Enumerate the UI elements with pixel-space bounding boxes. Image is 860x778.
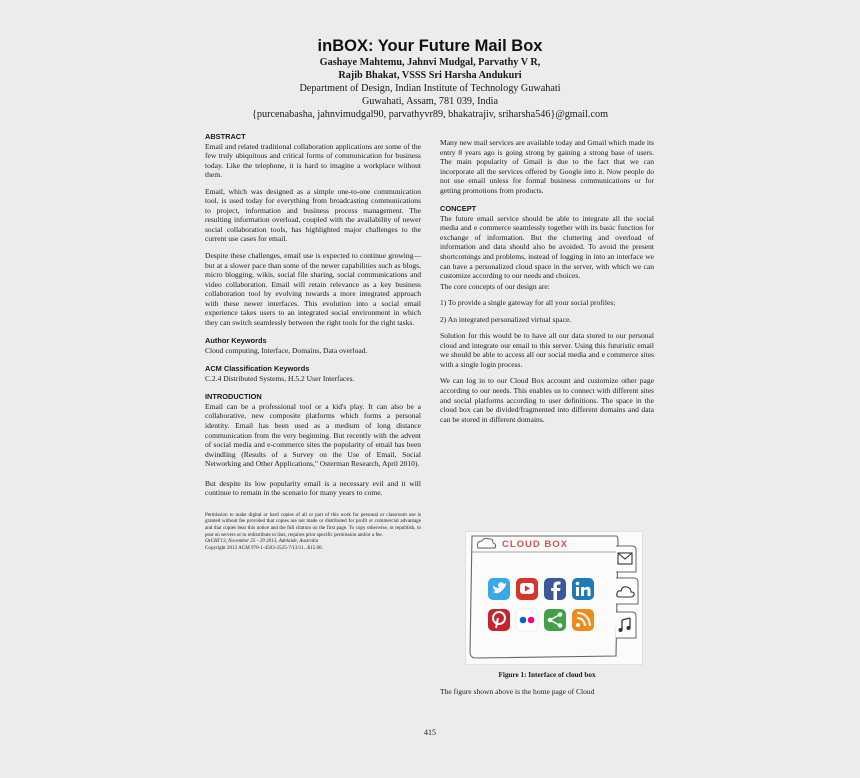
linkedin-icon: [572, 578, 594, 600]
concept-item-2: 2) An integrated personalized virtual space.: [440, 314, 572, 324]
abstract-paragraph-3: Despite these challenges, email use is expected to continue growing—but at a slower pace than some of the newer capabilities such as blogs, micro blogging, wikis, social file sharing, social communications and video collaboration. Email will retain relevance as a key business collaboration tool by evolving towards a more integrated approach with these newer interfaces. This evolution into a social email experience takes users to an integrated social environment in which they can switch seamlessly between the right tools for the right tasks.: [205, 250, 421, 327]
introduction-paragraph-2: But despite its low popularity email is a necessary evil and it will continue to remain in the scenario for many years to come.: [205, 478, 421, 498]
share-icon: [544, 609, 566, 631]
acm-keywords-heading: ACM Classification Keywords: [205, 364, 310, 374]
flickr-icon: [516, 609, 538, 631]
rss-icon: [572, 609, 594, 631]
facebook-icon: [544, 578, 566, 600]
introduction-heading: INTRODUCTION: [205, 392, 262, 402]
author-keywords: Cloud computing, Interface, Domains, Data overload.: [205, 345, 368, 355]
authors-line-2: Rajib Bhakat, VSSS Sri Harsha Andukuri: [338, 70, 522, 81]
affiliation-line-2: Guwahati, Assam, 781 039, India: [361, 96, 499, 107]
author-keywords-heading: Author Keywords: [205, 336, 267, 346]
copyright-notice: [205, 512, 421, 552]
left-column: [205, 132, 421, 551]
figure-caption: Figure 1: Interface of cloud box: [498, 671, 596, 679]
acm-keywords: C.2.4 Distributed Systems, H.5.2 User Interfaces.: [205, 373, 355, 383]
introduction-paragraph-1: Email can be a professional tool or a kid's play. It can also be a collaborative, new composite platforms which forms a personal identity. Email has been used as a medium of long distance communication from the very beginning. But recently with the advent of social media and e-commerce sites the popularity of email has been dwindling (Results of a Survey on the Use of Email, Social Networking and Other Applications," Osterman Research, April 2010).: [205, 401, 421, 469]
twitter-icon: [488, 578, 510, 600]
abstract-paragraph-2: Email, which was designed as a simple one-to-one communication tool, is used today for everything from broadcasting communications to project, information and business process management. The resulting information overload, coupled with the availability of newer social collaboration tools, has highlighted major challenges to the current use cases for email.: [205, 186, 421, 244]
cloud-box-label: CLOUD BOX: [502, 539, 568, 550]
author-emails: {purcenabasha, jahnvimudgal90, parvathyvr89, bhakatrajiv, sriharsha546}@gmail.com: [252, 109, 608, 120]
concept-paragraph-1: The future email service should be able to integrate all the social media and e commerce seamlessly together with its basic function for exchange of information. But the cluttering and overload of information and data should also be avoided. To avoid the present shortcomings and problems, instead of logging in into an interface we can have a personalized cloud space in the server, with which we can customize according to our needs and choices.: [440, 213, 654, 281]
cloud-box-figure: [465, 531, 643, 665]
concept-heading: CONCEPT: [440, 204, 477, 214]
cloud-box-illustration: [466, 532, 642, 664]
affiliation-line-1: Department of Design, Indian Institute of Technology Guwahati: [299, 83, 561, 94]
conference-line: OzCHI'13, November 25 - 29 2013, Adelaide, Australia: [205, 538, 319, 545]
right-paragraph-1: Many new mail services are available today and Gmail which made its entry 8 years ago is going strong by gaining a strong base of users. The main popularity of Gmail is due to the fact that we can incorporate all the services offered by Google into it. Now people do not use email unless for formal business communications or for getting promotions from products.: [440, 138, 654, 195]
pinterest-icon: [488, 609, 510, 631]
concept-paragraph-2: The core concepts of our design are:: [440, 281, 550, 291]
right-column-continued: [440, 687, 654, 704]
page-number: 415: [424, 728, 436, 737]
permission-notice: Permission to make digital or hard copies of all or part of this work for personal or classroom use is granted without fee provided that copies are not made or distributed for profit or commercial advantage and that copies bear this notice and the full citation on the first page. To copy otherwise, or republish, to post on servers or to redistribute to lists, requires prior specific permission and/or a fee.: [205, 511, 421, 538]
abstract-paragraph-1: Email and related traditional collaboration applications are some of the few truly ubiquitous and critical forms of communication for business today. Like the telephone, it is hard to imagine a workplace without them.: [205, 141, 421, 180]
authors-line-1: Gashaye Mahtemu, Jahnvi Mudgal, Parvathy V R,: [319, 57, 541, 68]
figure-description: The figure shown above is the home page of Cloud: [440, 687, 595, 696]
copyright-line: Copyright 2013 ACM 978-1-4503-2525-7/13/11...$15.00.: [205, 544, 323, 551]
right-column: [440, 138, 654, 431]
cloud-logo-icon: [478, 538, 496, 548]
solution-paragraph: Solution for this would be to have all our data stored to our personal cloud and integrate our email to this server. Using this futuristic email we should be able to access all our social media and e commerce sites with a single login process.: [440, 331, 654, 369]
login-paragraph: We can log in to our Cloud Box account and customize other page according to our needs. This enables us to connect with different sites and social platforms according to user definitions. The space in the cloud box can be divided/fragmented into different domains and data can be stored in different domains.: [440, 376, 654, 424]
youtube-icon: [516, 578, 538, 600]
paper-title: inBOX: Your Future Mail Box: [317, 37, 543, 55]
abstract-heading: ABSTRACT: [205, 132, 246, 141]
concept-item-1: 1) To provide a single gateway for all your social profiles;: [440, 298, 616, 308]
